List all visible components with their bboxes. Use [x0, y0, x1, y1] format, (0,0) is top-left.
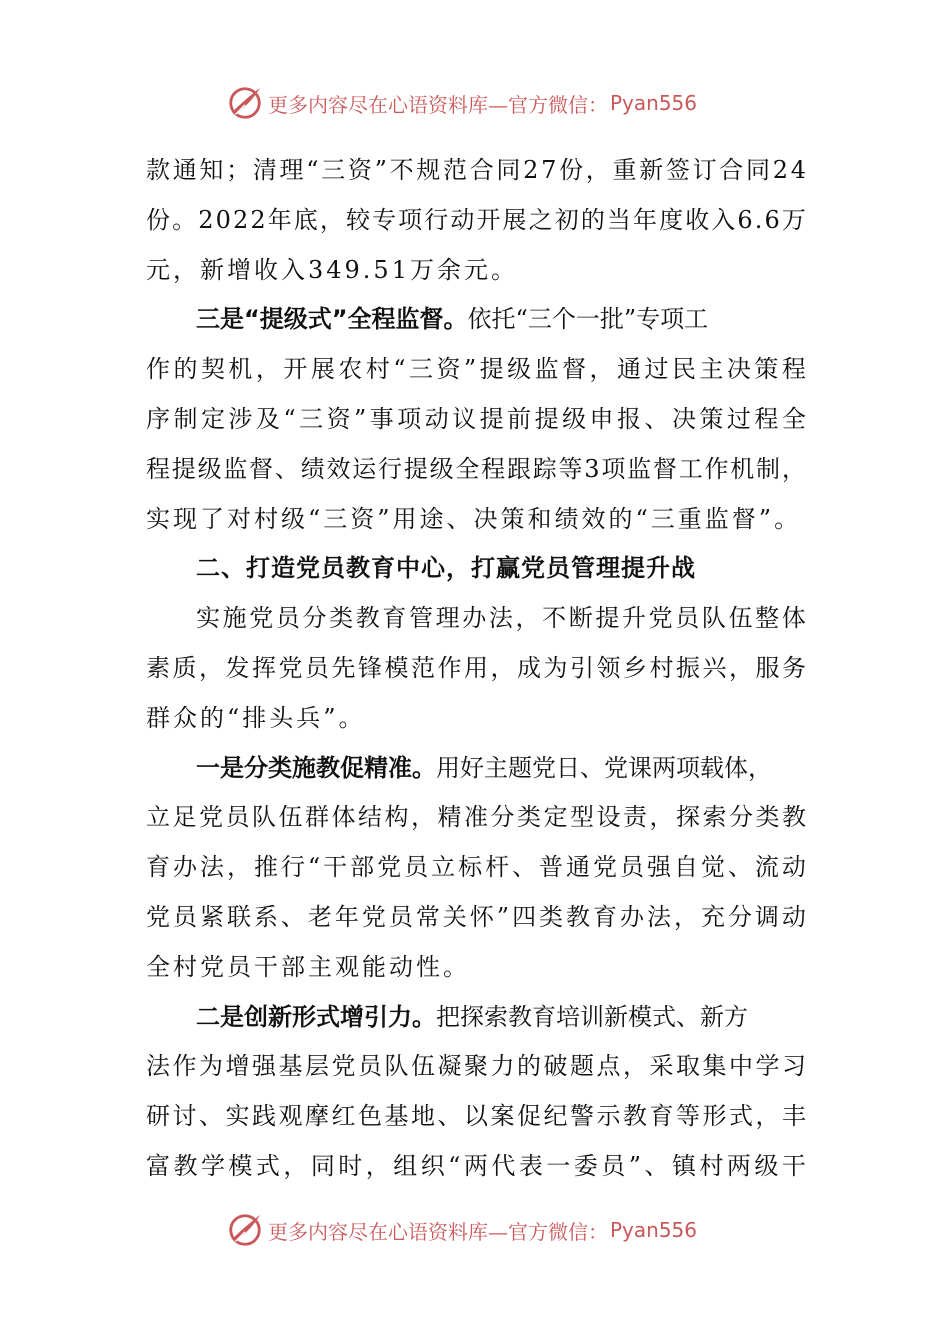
section-heading: 二、打造党员教育中心，打赢党员管理提升战 — [196, 554, 696, 583]
bold-lead: 二是创新形式增引力。 — [196, 1002, 436, 1031]
text-line: 三是“提级式”全程监督。依托“三个一批”专项工 — [196, 305, 709, 334]
banner-wechat-id: Pyan556 — [610, 91, 698, 115]
text-line: 款 通 知 ； 清 理 “ 三 资 ” 不 规 范 合 同 2 7 份 ， 重 新 签 订 合 同 2 4 — [146, 156, 806, 184]
text-line: 富 教 学 模 式 ， 同 时 ， 组 织 “ 两 代 表 一 委 员 ” 、 镇 村 两 级 干 — [146, 1151, 806, 1180]
footer-banner — [226, 1210, 697, 1250]
header-banner — [226, 83, 697, 123]
text-line: 份 。 2 0 2 2 年 底 ， 较 专 项 行 动 开 展 之 初 的 当 年 度 收 入 6 . 6 万 — [146, 205, 806, 234]
text-line: 全村党员干部主观能动性。 — [146, 952, 470, 981]
banner-text: 更多内容尽在心语资料库—官方微信： — [268, 92, 608, 117]
text-line: 元，新增收入349.51万余元。 — [146, 255, 518, 284]
text-line: 法 作 为 增 强 基 层 党 员 队 伍 凝 聚 力 的 破 题 点 ， 采 取 集 中 学 习 — [146, 1052, 806, 1081]
text-line: 育 办 法 ， 推 行 “ 干 部 党 员 立 标 杆 、 普 通 党 员 强 自 觉 、 流 动 — [146, 853, 806, 882]
quill-seal-logo-icon — [226, 84, 264, 122]
text-line: 素 质 ， 发 挥 党 员 先 锋 模 范 作 用 ， 成 为 引 领 乡 村 振 兴 ， 服 务 — [146, 653, 806, 682]
quill-seal-logo-icon — [226, 1211, 264, 1249]
text-line: 立 足 党 员 队 伍 群 体 结 构 ， 精 准 分 类 定 型 设 责 ， 探 索 分 类 教 — [146, 803, 806, 832]
text-line: 党 员 紧 联 系 、 老 年 党 员 常 关 怀 ” 四 类 教 育 办 法 ， 充 分 调 动 — [146, 902, 806, 931]
text-line: 一是分类施教促精准。用好主题党日、党课两项载体， — [196, 753, 772, 782]
text-line: 实现了对村级“三资”用途、决策和绩效的“三重监督”。 — [146, 504, 802, 533]
text-line: 二是创新形式增引力。把探索教育培训新模式、新方 — [196, 1002, 748, 1031]
text-line: 实 施 党 员 分 类 教 育 管 理 办 法 ， 不 断 提 升 党 员 队 伍 整 体 — [196, 604, 806, 633]
text-line: 序 制 定 涉 及 “ 三 资 ” 事 项 动 议 提 前 提 级 申 报 、 决 策 过 程 全 — [146, 404, 806, 433]
text-line: 群众的“排头兵”。 — [146, 703, 366, 732]
banner-text: 更多内容尽在心语资料库—官方微信： — [268, 1219, 608, 1244]
bold-lead: 三是“提级式”全程监督。 — [196, 305, 468, 334]
text-line: 程 提 级 监 督 、 绩 效 运 行 提 级 全 程 跟 踪 等 3 项 监 督 工 作 机 制 ， — [146, 454, 806, 483]
document-body — [146, 146, 806, 1192]
text-line: 作 的 契 机 ， 开 展 农 村 “ 三 资 ” 提 级 监 督 ， 通 过 民 主 决 策 程 — [146, 355, 806, 384]
bold-lead: 一是分类施教促精准。 — [196, 753, 436, 782]
banner-wechat-id: Pyan556 — [610, 1218, 698, 1242]
text-line: 研 讨 、 实 践 观 摩 红 色 基 地 、 以 案 促 纪 警 示 教 育 等 形 式 ， 丰 — [146, 1102, 806, 1131]
